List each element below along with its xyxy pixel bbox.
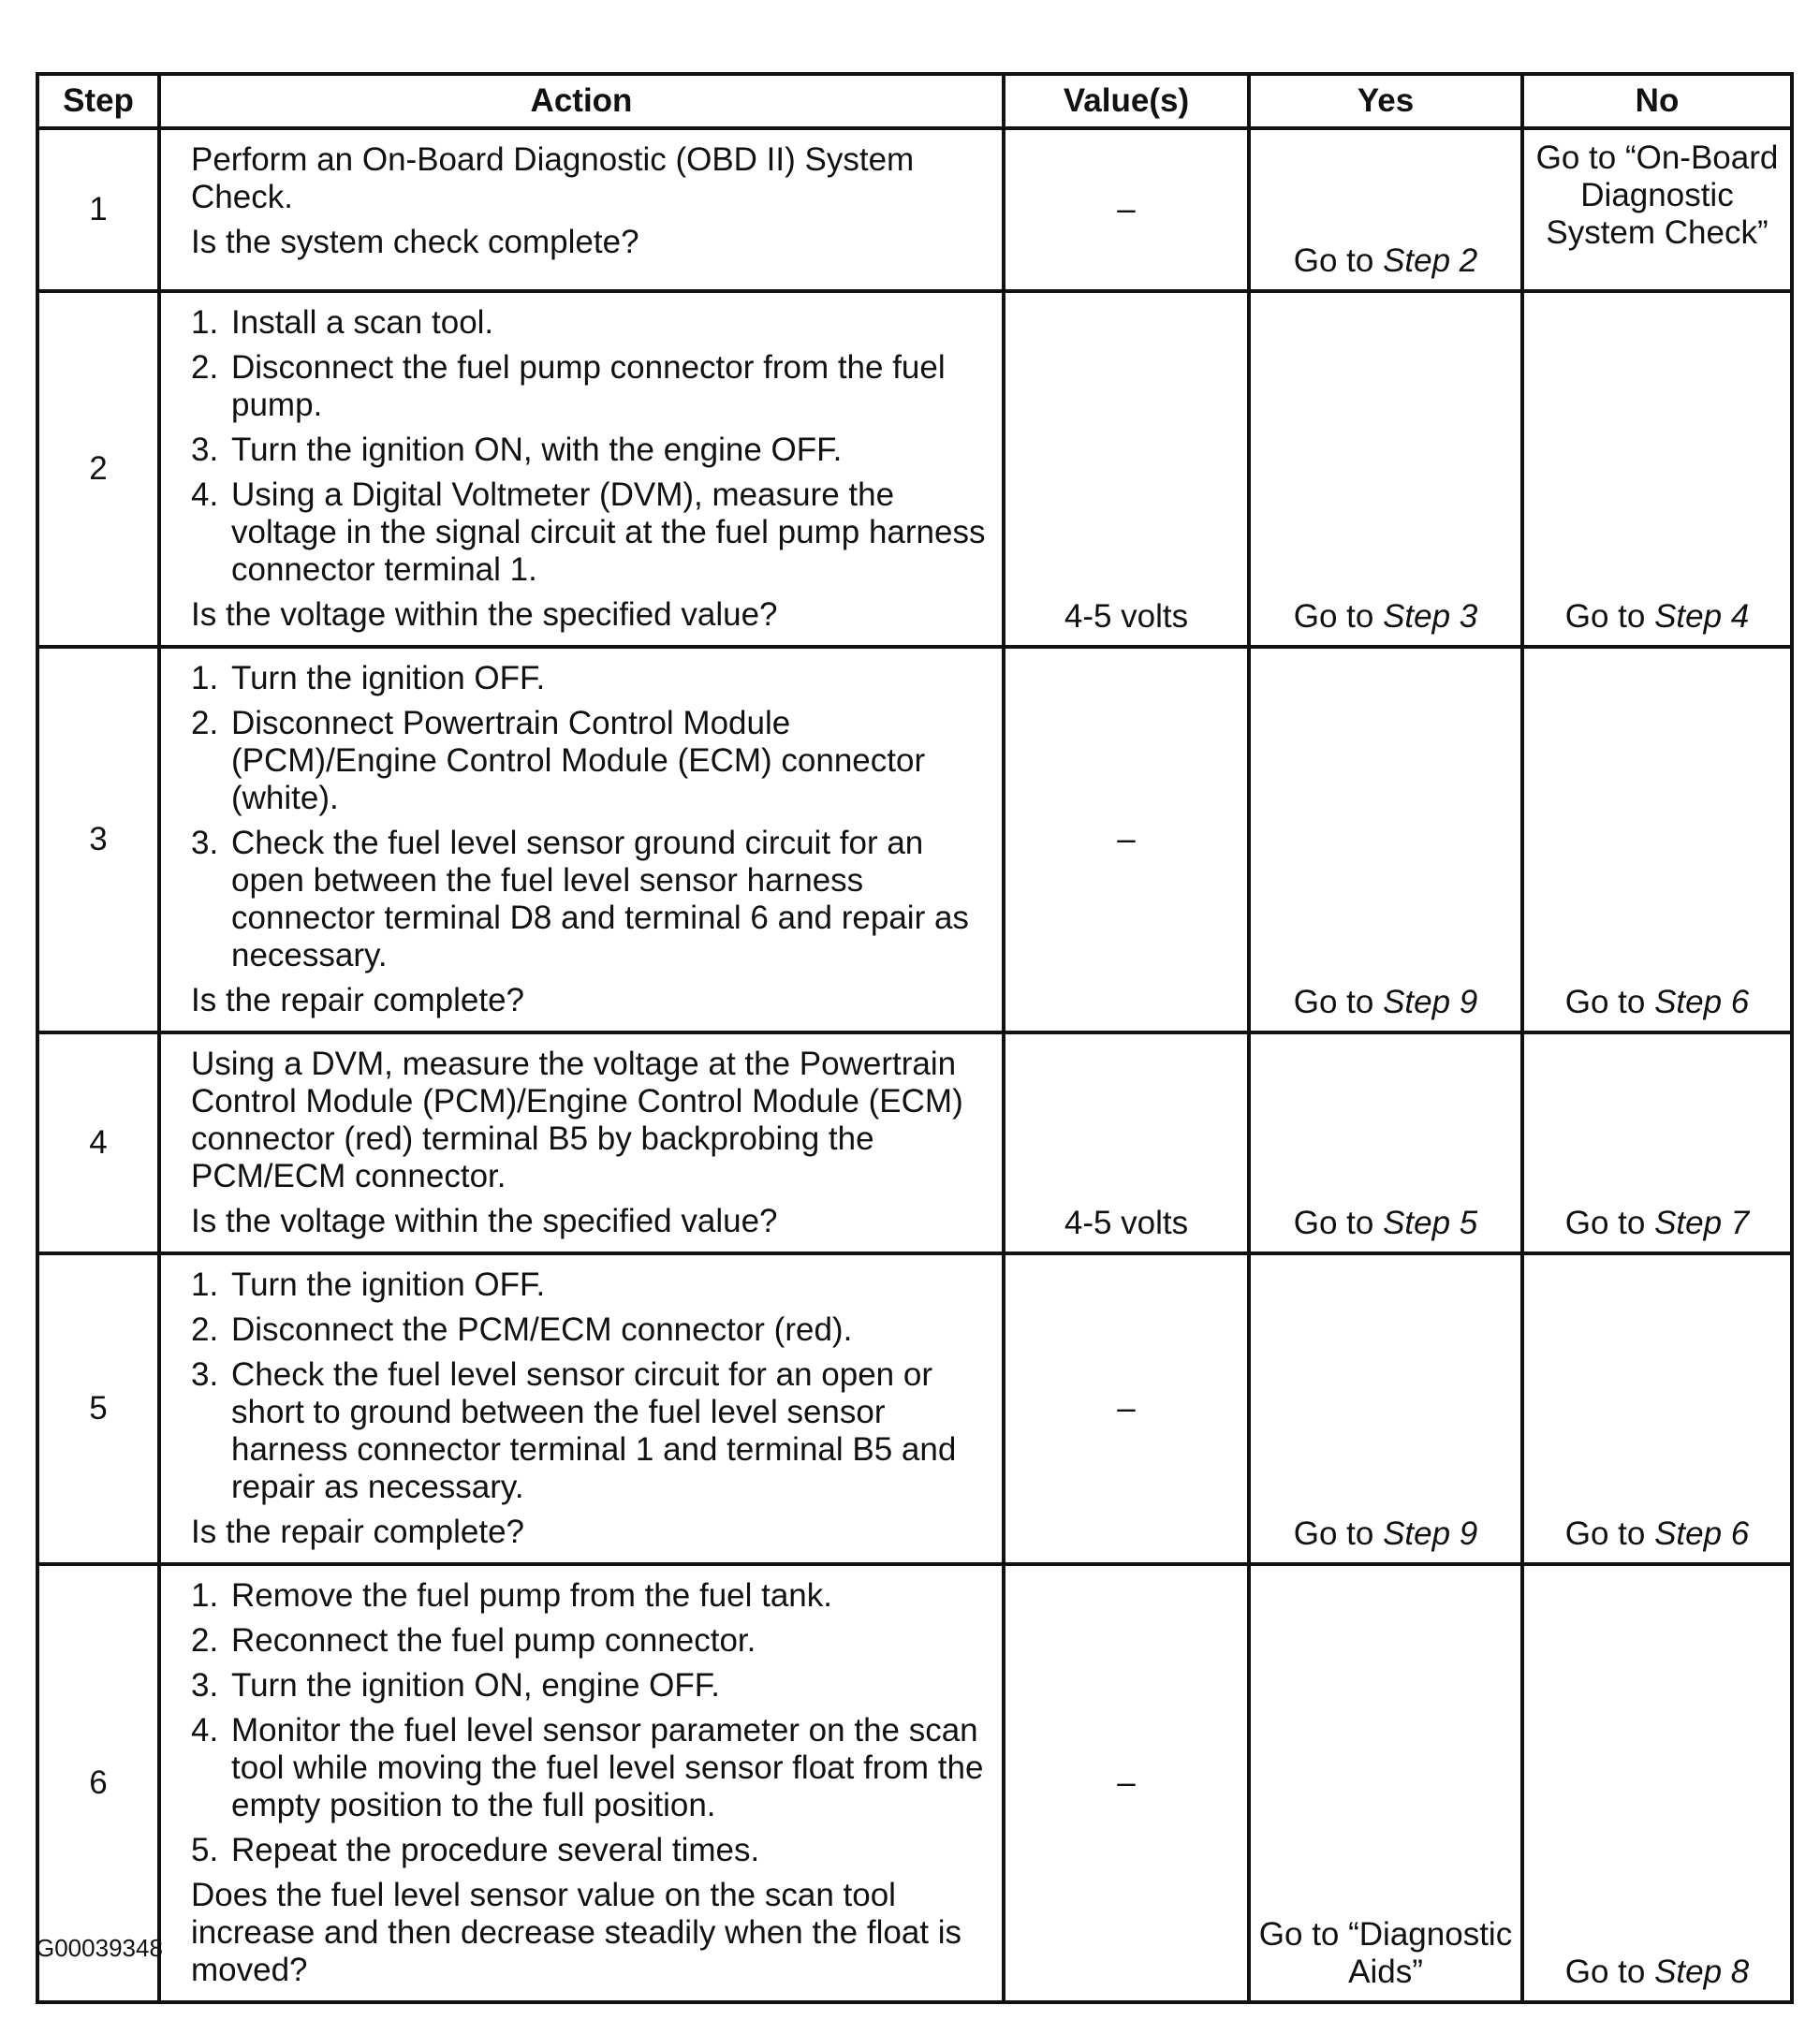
no-text: Go to bbox=[1564, 984, 1655, 1020]
yes-text: Go to bbox=[1293, 1515, 1384, 1552]
yes-text: Go to bbox=[1293, 984, 1384, 1020]
yes-step-ref: Step 2 bbox=[1383, 242, 1478, 279]
action-paragraph: Perform an On-Board Diagnostic (OBD II) System Check. bbox=[191, 141, 915, 215]
table-row bbox=[37, 128, 1792, 291]
step-number: 1 bbox=[37, 128, 159, 291]
table-row bbox=[37, 1564, 1792, 2002]
action-list-item bbox=[191, 1577, 989, 1615]
yes-cell bbox=[1249, 1564, 1522, 2002]
action-list-item bbox=[191, 705, 989, 817]
no-cell bbox=[1522, 647, 1792, 1032]
action-list-item bbox=[191, 1266, 989, 1304]
action-list-item bbox=[191, 1667, 989, 1705]
no-step-ref: Step 8 bbox=[1654, 1954, 1750, 1990]
no-text: Go to bbox=[1564, 1954, 1655, 1990]
action-item-text: Using a Digital Voltmeter (DVM), measure the voltage in the signal circuit at the fuel pump harness connector terminal 1. bbox=[231, 476, 986, 588]
action-list-item bbox=[191, 1622, 989, 1660]
action-item-text: Turn the ignition ON, with the engine OFF. bbox=[231, 432, 843, 468]
no-cell bbox=[1522, 128, 1792, 291]
action-item-number: 3. bbox=[191, 432, 219, 468]
value-dash: – bbox=[1117, 191, 1136, 227]
action-cell bbox=[159, 291, 1004, 647]
action-item-text: Install a scan tool. bbox=[231, 304, 494, 341]
no-cell bbox=[1522, 1032, 1792, 1253]
action-item-text: Check the fuel level sensor ground circuit for an open between the fuel level sensor harness connector terminal D8 and terminal 6 and repair as necessary. bbox=[231, 825, 969, 973]
action-question: Is the system check complete? bbox=[191, 224, 639, 260]
action-item-number: 5. bbox=[191, 1832, 219, 1868]
action-cell bbox=[159, 1564, 1004, 2002]
value-dash: – bbox=[1117, 1764, 1136, 1801]
action-item-text: Remove the fuel pump from the fuel tank. bbox=[231, 1577, 832, 1614]
action-item-text: Reconnect the fuel pump connector. bbox=[231, 1622, 756, 1659]
action-list-item bbox=[191, 304, 989, 342]
value-cell bbox=[1004, 647, 1249, 1032]
action-paragraph: Using a DVM, measure the voltage at the Powertrain Control Module (PCM)/Engine Control Module (ECM) connector (red) terminal B5 by backprobing the PCM/ECM connector. bbox=[191, 1046, 963, 1194]
no-text: Go to bbox=[1564, 1205, 1655, 1241]
yes-step-ref: Step 9 bbox=[1383, 984, 1478, 1020]
yes-text: Go to bbox=[1293, 1205, 1384, 1241]
table-row bbox=[37, 1253, 1792, 1564]
yes-text: Go to bbox=[1293, 598, 1384, 635]
action-list-item bbox=[191, 825, 989, 974]
yes-cell bbox=[1249, 1253, 1522, 1564]
action-item-text: Turn the ignition OFF. bbox=[231, 1266, 546, 1303]
action-item-text: Monitor the fuel level sensor parameter on the scan tool while moving the fuel level sensor float from the empty position to the full position. bbox=[231, 1712, 984, 1823]
action-question: Is the voltage within the specified value? bbox=[191, 1203, 778, 1239]
action-question: Is the voltage within the specified value? bbox=[191, 596, 778, 633]
value-dash: – bbox=[1117, 821, 1136, 857]
value-text: 4-5 volts bbox=[1064, 598, 1189, 635]
action-item-number: 2. bbox=[191, 705, 219, 741]
header-values: Value(s) bbox=[1004, 74, 1249, 128]
no-text: Go to bbox=[1564, 1515, 1655, 1552]
yes-cell bbox=[1249, 128, 1522, 291]
diagnostic-table bbox=[36, 72, 1794, 2004]
action-item-number: 2. bbox=[191, 1311, 219, 1348]
table-body bbox=[37, 128, 1792, 2002]
action-list-item bbox=[191, 1311, 989, 1349]
no-step-ref: Step 6 bbox=[1654, 1515, 1750, 1552]
action-item-number: 3. bbox=[191, 825, 219, 861]
step-number: 6 bbox=[37, 1564, 159, 2002]
action-item-text: Disconnect the PCM/ECM connector (red). bbox=[231, 1311, 853, 1348]
action-cell bbox=[159, 647, 1004, 1032]
no-cell bbox=[1522, 1564, 1792, 2002]
action-item-number: 1. bbox=[191, 1577, 219, 1614]
table-row bbox=[37, 1032, 1792, 1253]
value-text: 4-5 volts bbox=[1064, 1205, 1189, 1241]
value-dash: – bbox=[1117, 1390, 1136, 1427]
action-question: Does the fuel level sensor value on the scan tool increase and then decrease steadily when the float is moved? bbox=[191, 1877, 962, 1988]
no-cell bbox=[1522, 291, 1792, 647]
yes-text: Go to “Diagnostic Aids” bbox=[1258, 1916, 1513, 1990]
action-question: Is the repair complete? bbox=[191, 1514, 525, 1550]
header-yes: Yes bbox=[1249, 74, 1522, 128]
action-list-item bbox=[191, 476, 989, 589]
action-cell bbox=[159, 1253, 1004, 1564]
action-list-item bbox=[191, 1832, 989, 1869]
action-item-text: Turn the ignition OFF. bbox=[231, 660, 546, 696]
yes-step-ref: Step 5 bbox=[1383, 1205, 1478, 1241]
value-cell bbox=[1004, 128, 1249, 291]
action-item-text: Check the fuel level sensor circuit for an open or short to ground between the fuel level sensor harness connector terminal 1 and terminal B5 and repair as necessary. bbox=[231, 1356, 957, 1505]
yes-cell bbox=[1249, 1032, 1522, 1253]
action-item-text: Repeat the procedure several times. bbox=[231, 1832, 760, 1868]
step-number: 2 bbox=[37, 291, 159, 647]
action-item-number: 1. bbox=[191, 304, 219, 341]
action-list-item bbox=[191, 660, 989, 697]
no-text: Go to “On-Board Diagnostic System Check” bbox=[1535, 139, 1779, 251]
yes-step-ref: Step 3 bbox=[1383, 598, 1478, 635]
yes-cell bbox=[1249, 647, 1522, 1032]
action-list-item bbox=[191, 1356, 989, 1506]
value-cell bbox=[1004, 1032, 1249, 1253]
action-item-number: 3. bbox=[191, 1356, 219, 1393]
action-list-item bbox=[191, 1712, 989, 1824]
action-item-text: Turn the ignition ON, engine OFF. bbox=[231, 1667, 721, 1704]
action-list-item bbox=[191, 349, 989, 424]
no-step-ref: Step 4 bbox=[1654, 598, 1750, 635]
yes-cell bbox=[1249, 291, 1522, 647]
action-item-number: 1. bbox=[191, 660, 219, 696]
no-step-ref: Step 7 bbox=[1654, 1205, 1750, 1241]
action-list-item bbox=[191, 432, 989, 469]
yes-step-ref: Step 9 bbox=[1383, 1515, 1478, 1552]
action-item-number: 2. bbox=[191, 349, 219, 386]
action-item-text: Disconnect Powertrain Control Module (PCM)/Engine Control Module (ECM) connector (white). bbox=[231, 705, 926, 816]
step-number: 3 bbox=[37, 647, 159, 1032]
action-item-text: Disconnect the fuel pump connector from the fuel pump. bbox=[231, 349, 946, 423]
table-row bbox=[37, 291, 1792, 647]
header-no: No bbox=[1522, 74, 1792, 128]
action-item-number: 4. bbox=[191, 476, 219, 513]
action-item-number: 1. bbox=[191, 1266, 219, 1303]
value-cell bbox=[1004, 1253, 1249, 1564]
action-item-number: 3. bbox=[191, 1667, 219, 1704]
no-text: Go to bbox=[1564, 598, 1655, 635]
no-step-ref: Step 6 bbox=[1654, 984, 1750, 1020]
action-item-number: 2. bbox=[191, 1622, 219, 1659]
yes-text: Go to bbox=[1293, 242, 1384, 279]
action-question: Is the repair complete? bbox=[191, 982, 525, 1018]
action-cell bbox=[159, 128, 1004, 291]
header-action: Action bbox=[159, 74, 1004, 128]
no-cell bbox=[1522, 1253, 1792, 1564]
value-cell bbox=[1004, 1564, 1249, 2002]
action-item-number: 4. bbox=[191, 1712, 219, 1749]
action-cell bbox=[159, 1032, 1004, 1253]
table-row bbox=[37, 647, 1792, 1032]
figure-id-label: G00039348 bbox=[36, 1934, 163, 1962]
header-row bbox=[37, 74, 1792, 128]
step-number: 4 bbox=[37, 1032, 159, 1253]
header-step: Step bbox=[37, 74, 159, 128]
step-number: 5 bbox=[37, 1253, 159, 1564]
value-cell bbox=[1004, 291, 1249, 647]
